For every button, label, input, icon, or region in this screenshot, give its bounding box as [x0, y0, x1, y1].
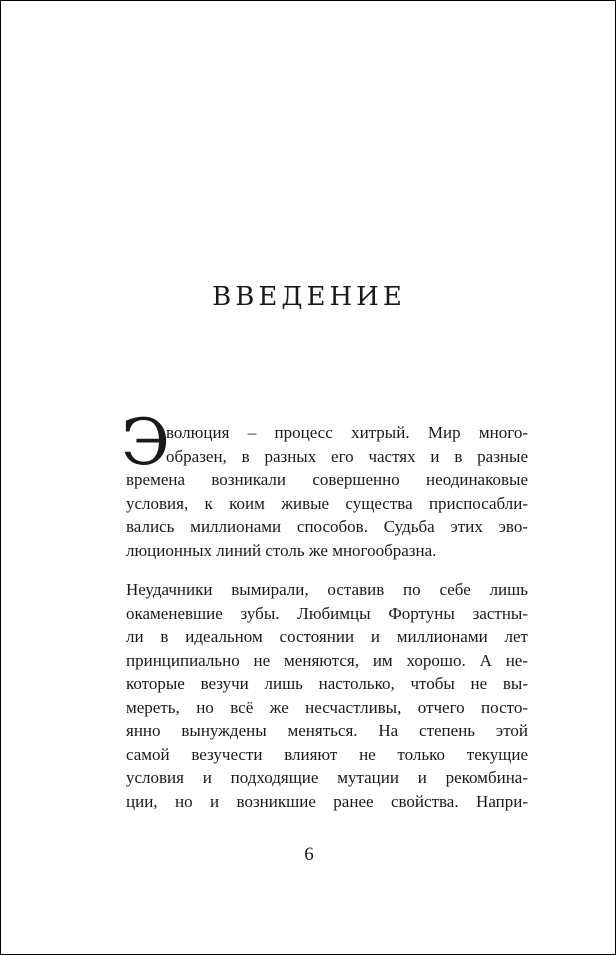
text-line: которые везучи лишь настолько, чтобы не вы- — [126, 674, 528, 693]
page-number: 6 — [304, 844, 314, 865]
text-line: мереть, но всё же несчастливы, отчего посто- — [126, 697, 528, 717]
text-line: вались миллионами способов. Судьба этих эво- — [126, 517, 528, 536]
text-line: люционных линий столь же многообразна. — [126, 540, 437, 560]
text-line: ции, но и возникшие ранее свойства. Напри- — [126, 791, 528, 811]
text-line: окаменевшие зубы. Любимцы Фортуны застны- — [126, 603, 528, 623]
drop-cap: Э — [121, 406, 170, 480]
text-line: условия, к коим живые существа приспосабли- — [126, 493, 528, 513]
text-line: янно вынуждены меняться. На степень этой — [126, 721, 528, 740]
text-line: принципиально не меняются, им хорошо. А не- — [126, 650, 528, 670]
text-line: времена возникали совершенно неодинаковые — [126, 470, 528, 489]
paragraph-second — [126, 578, 528, 813]
text-line: самой везучести влияют не только текущие — [126, 744, 528, 764]
text-line: Неудачники вымирали, оставив по себе лишь — [126, 580, 528, 599]
text-line: образен, в разных его частях и в разные — [166, 446, 528, 466]
paragraph-intro — [121, 406, 528, 562]
chapter-title: ВВЕДЕНИЕ — [212, 282, 406, 312]
text-line: ли в идеальном состоянии и миллионами лет — [126, 627, 528, 646]
text-line: условия и подходящие мутации и рекомбина- — [126, 768, 528, 787]
text-line: волюция – процесс хитрый. Мир много- — [166, 423, 528, 442]
